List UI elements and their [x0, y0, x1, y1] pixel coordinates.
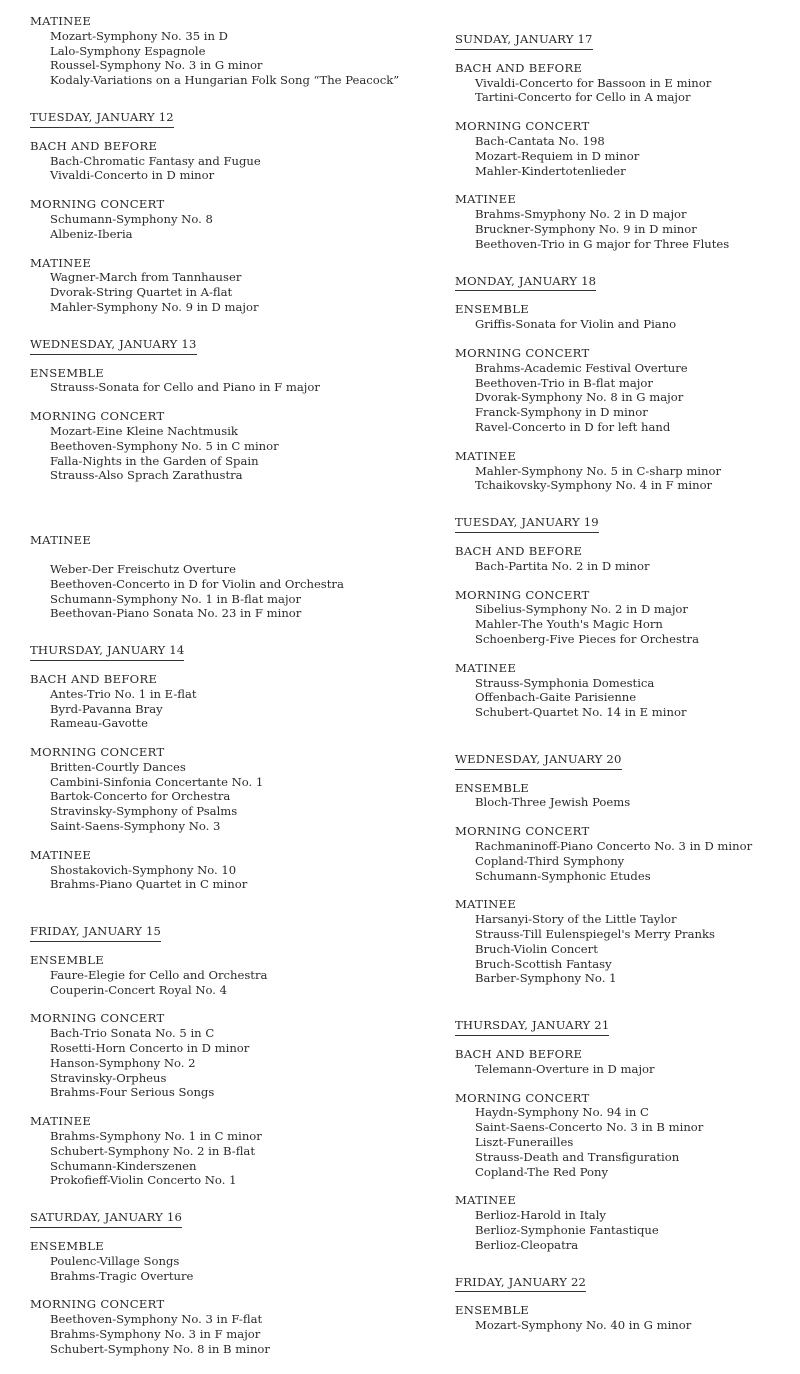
program-piece: Dvorak-String Quartet in A-flat	[50, 285, 233, 300]
program-section-matinee	[30, 1114, 450, 1188]
day-heading-wrapper	[455, 24, 795, 61]
program-piece: Brahms-Academic Festival Overture	[475, 360, 688, 375]
program-piece: Rameau-Gavotte	[50, 716, 148, 731]
program-piece: Schoenberg-Five Pieces for Orchestra	[475, 631, 700, 646]
program-piece: Wagner-March from Tannhauser	[50, 270, 242, 285]
section-title: MATINEE	[30, 1114, 92, 1129]
day-heading-wrapper	[30, 916, 450, 953]
program-piece: Brahms-Piano Quartet in C minor	[50, 877, 248, 892]
program-piece: Hanson-Symphony No. 2	[50, 1055, 196, 1070]
right-column	[455, 14, 795, 1347]
program-section-morning-concert	[30, 1297, 450, 1356]
program-section-matinee	[30, 533, 450, 621]
program-piece: Britten-Courtly Dances	[50, 759, 186, 774]
section-title: MATINEE	[455, 1193, 517, 1208]
day-heading-thursday-january-21: THURSDAY, JANUARY 21	[455, 1018, 609, 1036]
program-piece: Telemann-Overture in D major	[475, 1061, 655, 1076]
program-section-morning-concert	[455, 119, 795, 178]
section-title: MORNING CONCERT	[30, 1011, 165, 1026]
section-title: ENSEMBLE	[30, 953, 104, 968]
program-section-matinee	[455, 1193, 795, 1252]
section-title: BACH AND BEFORE	[30, 671, 158, 686]
program-piece: Bach-Trio Sonata No. 5 in C	[50, 1026, 215, 1041]
program-piece: Poulenc-Village Songs	[50, 1253, 180, 1268]
day-heading-friday-january-15: FRIDAY, JANUARY 15	[30, 924, 161, 942]
program-piece: Tchaikovsky-Symphony No. 4 in F minor	[475, 478, 713, 493]
program-piece: Mahler-Symphony No. 9 in D major	[50, 299, 259, 314]
day-heading-thursday-january-14: THURSDAY, JANUARY 14	[30, 643, 184, 661]
program-piece: Tartini-Concerto for Cello in A major	[475, 90, 691, 105]
program-piece: Strauss-Symphonia Domestica	[475, 675, 655, 690]
program-piece: Prokofieff-Violin Concerto No. 1	[50, 1173, 237, 1188]
day-heading-wednesday-january-20: WEDNESDAY, JANUARY 20	[455, 752, 622, 770]
program-piece: Offenbach-Gaite Parisienne	[475, 690, 637, 705]
program-piece: Dvorak-Symphony No. 8 in G major	[475, 390, 684, 405]
program-piece: Shostakovich-Symphony No. 10	[50, 862, 237, 877]
section-title: MATINEE	[30, 847, 92, 862]
program-section-matinee	[455, 449, 795, 493]
program-piece: Saint-Saens-Symphony No. 3	[50, 819, 221, 834]
section-title: BACH AND BEFORE	[455, 543, 583, 558]
program-section-morning-concert	[455, 346, 795, 435]
day-heading-wrapper	[455, 507, 795, 544]
program-section-matinee	[30, 14, 450, 88]
section-title: BACH AND BEFORE	[455, 60, 583, 75]
program-section-matinee	[30, 848, 450, 892]
section-title: MATINEE	[455, 897, 517, 912]
program-section-morning-concert	[30, 409, 450, 483]
program-piece: Sibelius-Symphony No. 2 in D major	[475, 602, 688, 617]
program-section-ensemble	[455, 1303, 795, 1333]
program-piece: Copland-The Red Pony	[475, 1164, 609, 1179]
section-title: MORNING CONCERT	[30, 1297, 165, 1312]
program-piece: Bloch-Three Jewish Poems	[475, 795, 631, 810]
program-section-morning-concert	[455, 588, 795, 647]
program-piece: Cambini-Sinfonia Concertante No. 1	[50, 774, 264, 789]
program-piece: Faure-Elegie for Cello and Orchestra	[50, 967, 268, 982]
program-piece: Schumann-Symphonic Etudes	[475, 868, 651, 883]
program-section-ensemble	[30, 366, 450, 396]
program-piece: Kodaly-Variations on a Hungarian Folk Song “The Peacock”	[50, 73, 400, 88]
program-piece: Mozart-Eine Kleine Nachtmusik	[50, 423, 238, 438]
program-piece: Brahms-Four Serious Songs	[50, 1085, 215, 1100]
program-section-morning-concert	[455, 824, 795, 883]
program-section-matinee	[455, 192, 795, 251]
program-section-bach-and-before	[455, 544, 795, 574]
program-piece: Beethoven-Concerto in D for Violin and Orchestra	[50, 576, 344, 591]
program-piece: Bruch-Scottish Fantasy	[475, 956, 612, 971]
day-heading-wrapper	[455, 1267, 795, 1304]
section-title: MORNING CONCERT	[30, 197, 165, 212]
program-piece: Beethoven-Symphony No. 5 in C minor	[50, 438, 279, 453]
program-piece: Liszt-Funerailles	[475, 1135, 574, 1150]
program-section-morning-concert	[455, 1091, 795, 1180]
program-section-ensemble	[30, 1239, 450, 1283]
program-piece: Mozart-Symphony No. 40 in G minor	[475, 1318, 692, 1333]
program-piece: Bach-Partita No. 2 in D minor	[475, 558, 650, 573]
program-piece: Berlioz-Symphonie Fantastique	[475, 1223, 659, 1238]
program-section-matinee	[30, 256, 450, 315]
program-piece: Antes-Trio No. 1 in E-flat	[50, 686, 197, 701]
program-piece: Brahms-Smyphony No. 2 in D major	[475, 207, 687, 222]
day-heading-wrapper	[455, 266, 795, 303]
section-title: MORNING CONCERT	[455, 824, 590, 839]
section-title: ENSEMBLE	[30, 1239, 104, 1254]
program-piece: Bartok-Concerto for Orchestra	[50, 789, 231, 804]
section-title: ENSEMBLE	[455, 302, 529, 317]
section-title: MORNING CONCERT	[30, 409, 165, 424]
day-heading-saturday-january-16: SATURDAY, JANUARY 16	[30, 1210, 182, 1228]
day-heading-wrapper	[30, 635, 450, 672]
program-section-ensemble	[30, 953, 450, 997]
section-title: ENSEMBLE	[455, 780, 529, 795]
program-section-ensemble	[455, 302, 795, 332]
program-piece: Berlioz-Cleopatra	[475, 1237, 579, 1252]
program-piece: Weber-Der Freischutz Overture	[50, 561, 236, 576]
program-section-morning-concert	[30, 745, 450, 834]
program-piece: Saint-Saens-Concerto No. 3 in B minor	[475, 1120, 704, 1135]
program-piece: Bruch-Violin Concert	[475, 941, 598, 956]
section-title: ENSEMBLE	[455, 1303, 529, 1318]
section-title: MORNING CONCERT	[455, 1090, 590, 1105]
program-piece: Schumann-Symphony No. 1 in B-flat major	[50, 591, 302, 606]
program-section-bach-and-before	[30, 139, 450, 183]
program-piece: Albeniz-Iberia	[50, 226, 133, 241]
program-piece: Bach-Chromatic Fantasy and Fugue	[50, 153, 261, 168]
program-piece: Griffis-Sonata for Violin and Piano	[475, 317, 677, 332]
program-piece: Mahler-The Youth's Magic Horn	[475, 617, 663, 632]
section-title: MORNING CONCERT	[455, 345, 590, 360]
program-section-morning-concert	[30, 197, 450, 241]
program-piece: Strauss-Sonata for Cello and Piano in F major	[50, 380, 320, 395]
program-piece: Brahms-Tragic Overture	[50, 1268, 194, 1283]
program-piece: Mahler-Symphony No. 5 in C-sharp minor	[475, 463, 722, 478]
program-piece: Beethoven-Trio in G major for Three Flutes	[475, 236, 730, 251]
program-section-bach-and-before	[455, 61, 795, 105]
section-title: MATINEE	[30, 14, 92, 28]
program-piece: Vivaldi-Concerto in D minor	[50, 168, 215, 183]
program-piece: Rachmaninoff-Piano Concerto No. 3 in D minor	[475, 839, 753, 854]
program-piece: Lalo-Symphony Espagnole	[50, 43, 206, 58]
program-piece: Falla-Nights in the Garden of Spain	[50, 453, 259, 468]
program-section-bach-and-before	[455, 1047, 795, 1077]
section-title: MATINEE	[30, 533, 92, 548]
program-piece: Mozart-Requiem in D minor	[475, 148, 640, 163]
program-piece: Strauss-Also Sprach Zarathustra	[50, 468, 243, 483]
program-piece: Beethovan-Piano Sonata No. 23 in F minor	[50, 606, 302, 621]
program-piece: Bruckner-Symphony No. 9 in D minor	[475, 221, 697, 236]
day-heading-wednesday-january-13: WEDNESDAY, JANUARY 13	[30, 337, 197, 355]
day-heading-wrapper	[455, 744, 795, 781]
section-title: MATINEE	[455, 192, 517, 207]
program-section-matinee	[455, 897, 795, 986]
program-piece: Schumann-Kinderszenen	[50, 1158, 197, 1173]
program-piece: Schubert-Symphony No. 2 in B-flat	[50, 1143, 255, 1158]
section-title: MATINEE	[455, 660, 517, 675]
day-heading-wrapper	[30, 329, 450, 366]
program-section-morning-concert	[30, 1011, 450, 1100]
program-piece: Haydn-Symphony No. 94 in C	[475, 1105, 649, 1120]
section-title: ENSEMBLE	[30, 365, 104, 380]
section-title: MATINEE	[455, 448, 517, 463]
section-title: MORNING CONCERT	[455, 587, 590, 602]
section-title: BACH AND BEFORE	[455, 1047, 583, 1062]
day-heading-wrapper	[30, 102, 450, 139]
program-piece: Schumann-Symphony No. 8	[50, 211, 213, 226]
program-piece: Beethoven-Symphony No. 3 in F-flat	[50, 1312, 263, 1327]
program-piece: Harsanyi-Story of the Little Taylor	[475, 912, 677, 927]
program-piece: Byrd-Pavanna Bray	[50, 701, 163, 716]
program-piece: Brahms-Symphony No. 3 in F major	[50, 1327, 261, 1341]
program-piece: Franck-Symphony in D minor	[475, 405, 648, 420]
program-piece: Schubert-Symphony No. 8 in B minor	[50, 1341, 270, 1356]
program-piece: Brahms-Symphony No. 1 in C minor	[50, 1129, 262, 1144]
day-heading-monday-january-18: MONDAY, JANUARY 18	[455, 274, 596, 292]
day-heading-friday-january-22: FRIDAY, JANUARY 22	[455, 1275, 586, 1293]
day-heading-tuesday-january-12: TUESDAY, JANUARY 12	[30, 110, 174, 128]
program-piece: Stravinsky-Orpheus	[50, 1070, 167, 1085]
program-piece: Schubert-Quartet No. 14 in E minor	[475, 705, 687, 720]
program-piece: Berlioz-Harold in Italy	[475, 1208, 606, 1223]
program-piece: Barber-Symphony No. 1	[475, 971, 617, 986]
day-heading-sunday-january-17: SUNDAY, JANUARY 17	[455, 32, 593, 50]
section-title: MATINEE	[30, 255, 92, 270]
program-piece: Mahler-Kindertotenlieder	[475, 163, 626, 178]
program-piece: Stravinsky-Symphony of Psalms	[50, 804, 238, 819]
program-piece: Beethoven-Trio in B-flat major	[475, 375, 653, 390]
program-piece: Strauss-Death and Transfiguration	[475, 1149, 680, 1164]
program-piece: Couperin-Concert Royal No. 4	[50, 982, 228, 997]
day-heading-wrapper	[455, 1010, 795, 1047]
day-heading-wrapper	[30, 1202, 450, 1239]
program-piece: Strauss-Till Eulenspiegel's Merry Pranks	[475, 927, 715, 942]
left-column	[30, 14, 450, 1371]
section-title: MORNING CONCERT	[30, 745, 165, 760]
day-heading-tuesday-january-19: TUESDAY, JANUARY 19	[455, 515, 599, 533]
program-piece: Bach-Cantata No. 198	[475, 133, 605, 148]
section-title: BACH AND BEFORE	[30, 138, 158, 153]
program-section-bach-and-before	[30, 672, 450, 731]
program-piece: Vivaldi-Concerto for Bassoon in E minor	[475, 75, 712, 90]
section-title: MORNING CONCERT	[455, 119, 590, 134]
program-piece: Copland-Third Symphony	[475, 853, 625, 868]
program-piece: Rosetti-Horn Concerto in D minor	[50, 1041, 250, 1056]
program-piece: Ravel-Concerto in D for left hand	[475, 419, 671, 434]
program-section-matinee	[455, 661, 795, 720]
program-piece: Mozart-Symphony No. 35 in D	[50, 28, 228, 43]
program-section-ensemble	[455, 781, 795, 811]
program-piece: Roussel-Symphony No. 3 in G minor	[50, 58, 263, 73]
